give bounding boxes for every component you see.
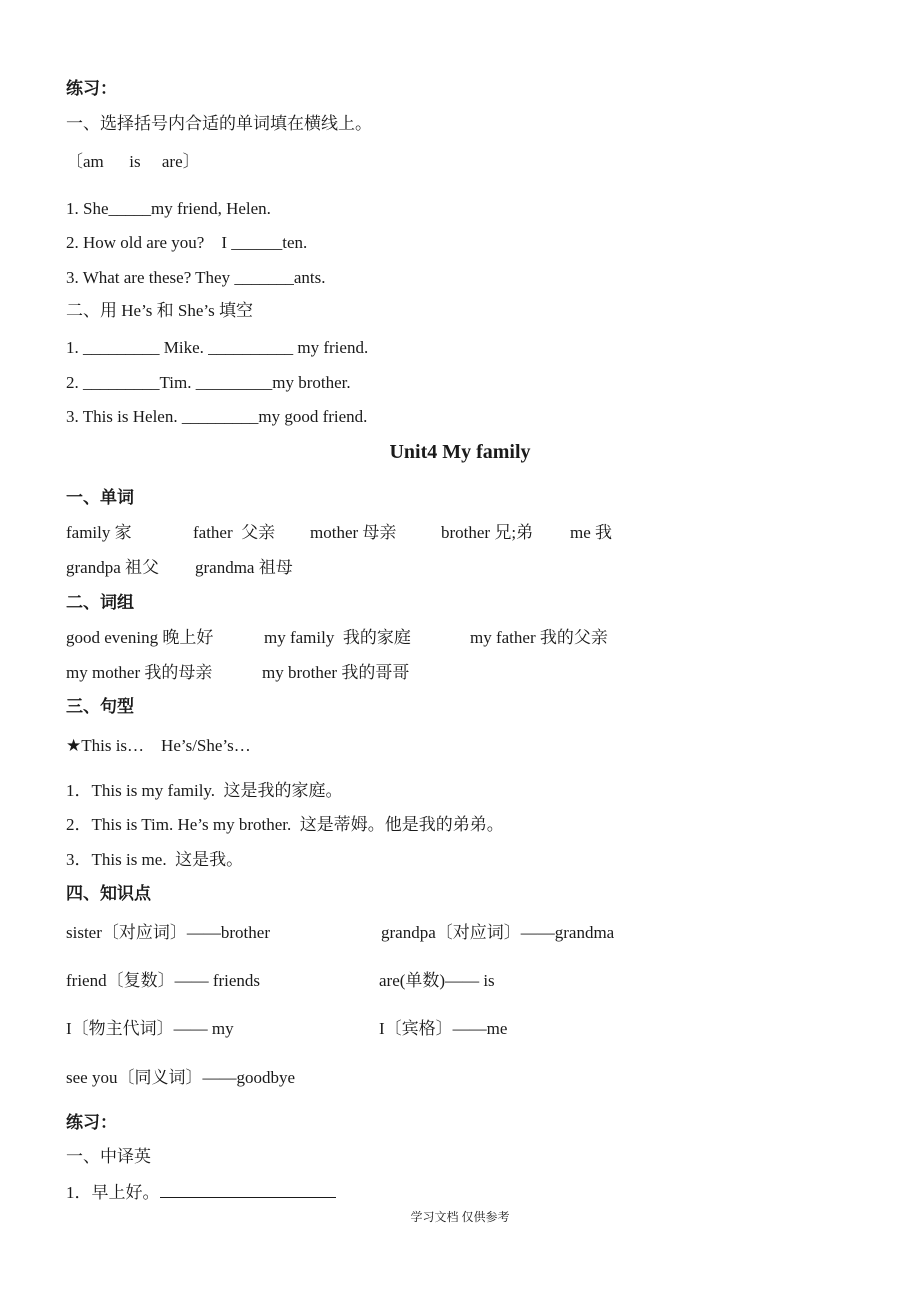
answer-blank[interactable] — [160, 1181, 336, 1198]
exercise-2-instruction: 二、用 He’s 和 She’s 填空 — [66, 301, 253, 320]
translation-question-1 — [66, 1181, 336, 1204]
exercise-1-question-1: 1. She_____my friend, Helen. — [66, 199, 271, 218]
page-footer: 学习文档 仅供参考 — [410, 1210, 510, 1224]
knowledge-item: sister〔对应词〕——brother — [66, 923, 270, 942]
word-options: 〔am is are〕 — [66, 152, 200, 171]
exercise-2-question-3: 3. This is Helen. _________my good friend. — [66, 407, 368, 426]
sentences-heading: 三、句型 — [66, 697, 134, 716]
phrases-heading: 二、词组 — [66, 593, 134, 612]
phrase-item: my mother 我的母亲 — [66, 663, 213, 682]
exercise-1-question-2: 2. How old are you? I ______ten. — [66, 233, 308, 252]
words-heading: 一、单词 — [66, 488, 134, 507]
practice-heading: 练习： — [66, 79, 117, 98]
exercise-1-question-3: 3. What are these? They _______ants. — [66, 268, 326, 287]
unit-title: Unit4 My family — [389, 441, 531, 463]
exercise-2-question-2: 2. _________Tim. _________my brother. — [66, 373, 351, 392]
vocab-item: brother 兄;弟 — [441, 523, 534, 542]
vocab-item: family 家 — [66, 523, 132, 542]
knowledge-item: grandpa〔对应词〕——grandma — [381, 923, 615, 942]
phrase-item: good evening 晚上好 — [66, 628, 214, 647]
phrase-item: my brother 我的哥哥 — [262, 663, 410, 682]
knowledge-item: I〔宾格〕——me — [379, 1019, 508, 1038]
sentence-item: 1．This is my family. 这是我的家庭。 — [66, 781, 343, 800]
sentence-item: 2．This is Tim. He’s my brother. 这是蒂姆。他是我的弟弟。 — [66, 815, 504, 834]
sentence-item: 3．This is me. 这是我。 — [66, 850, 244, 869]
practice-2-heading: 练习： — [66, 1113, 117, 1132]
exercise-2-question-1: 1. _________ Mike. __________ my friend. — [66, 338, 369, 357]
knowledge-item: see you〔同义词〕——goodbye — [66, 1068, 296, 1087]
sentence-pattern: ★This is… He’s/She’s… — [66, 736, 251, 755]
translation-instruction: 一、中译英 — [66, 1147, 151, 1166]
vocab-item: father 父亲 — [193, 523, 276, 542]
knowledge-item: I〔物主代词〕—— my — [66, 1019, 234, 1038]
vocab-item: me 我 — [570, 523, 613, 542]
knowledge-item: friend〔复数〕—— friends — [66, 971, 261, 990]
phrase-item: my father 我的父亲 — [470, 628, 608, 647]
exercise-1-instruction: 一、选择括号内合适的单词填在横线上。 — [66, 114, 372, 133]
vocab-item: grandma 祖母 — [195, 558, 293, 577]
vocab-item: mother 母亲 — [310, 523, 397, 542]
phrase-item: my family 我的家庭 — [264, 628, 411, 647]
knowledge-heading: 四、知识点 — [66, 884, 151, 903]
vocab-item: grandpa 祖父 — [66, 558, 160, 577]
question-text: 1．早上好。 — [66, 1183, 160, 1202]
knowledge-item: are(单数)—— is — [379, 971, 495, 990]
